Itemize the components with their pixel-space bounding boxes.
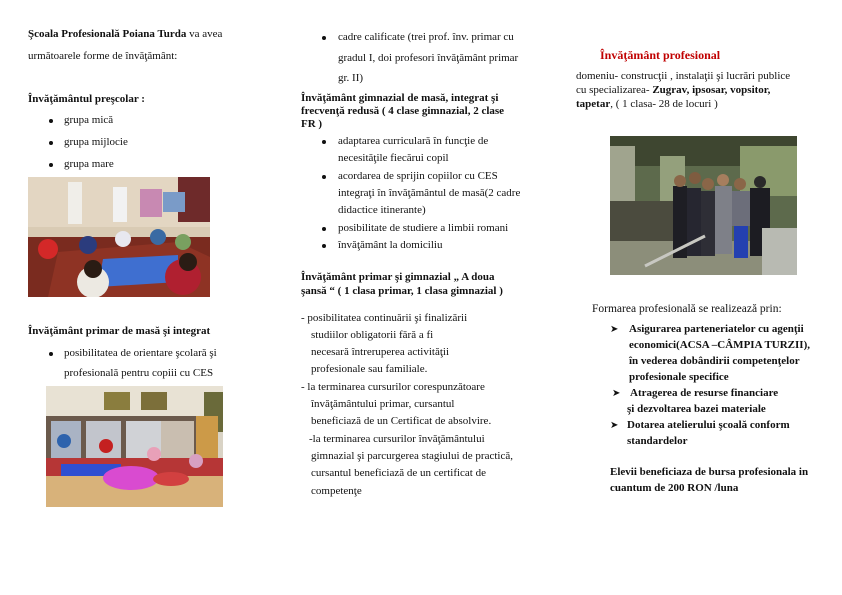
school-name: Şcoala Profesională Poiana Turda	[28, 28, 187, 40]
bullet-icon	[322, 244, 326, 248]
preschool-classroom-photo	[28, 177, 210, 297]
class-capacity: , ( 1 clasa- 28 de locuri )	[610, 98, 718, 110]
second-chance-line: necesară întreruperea activităţii	[311, 346, 450, 358]
training-item: Atragerea de resurse financiare	[630, 387, 779, 399]
intro-line-1	[28, 28, 222, 41]
second-chance-line: cursantul beneficiază de un certificat de	[311, 467, 486, 479]
preschool-item: grupa mijlocie	[64, 136, 128, 148]
second-chance-line: profesionale sau familiale.	[311, 363, 428, 375]
intro-rest: va avea	[186, 28, 223, 40]
domain-line-2	[576, 84, 770, 97]
primary-item-line-1: posibilitatea de orientare şcolară şi	[64, 347, 217, 359]
second-chance-line: competenţe	[311, 485, 362, 497]
gymnasium-item: acordarea de sprijin copiilor cu CES	[338, 170, 498, 182]
arrow-bullet-icon: ➤	[612, 388, 621, 399]
scholarship-line-2: cuantum de 200 RON /luna	[610, 482, 739, 494]
bullet-icon	[49, 163, 53, 167]
scholarship-line-1: Elevii beneficiaza de bursa profesionala in	[610, 466, 809, 478]
gymnasium-heading-line-2: frecvenţă redusă ( 4 clase gimnazial, 2 clase	[301, 105, 505, 117]
primary-heading: Învăţământ primar de masă şi integrat	[28, 325, 211, 337]
bullet-icon	[322, 36, 326, 40]
training-item: şi dezvoltarea bazei materiale	[627, 403, 766, 415]
library-classroom-photo	[46, 386, 223, 507]
training-item: Asigurarea parteneriatelor cu agenţii	[629, 323, 804, 335]
arrow-bullet-icon: ➤	[610, 324, 619, 335]
second-chance-line: studiilor obligatorii fără a fi	[311, 329, 434, 341]
second-chance-line: -la terminarea cursurilor învăţământului	[309, 433, 485, 445]
specialization-tapetar: tapetar	[576, 98, 611, 110]
domain-line-3	[576, 98, 718, 111]
preschool-heading: Învăţământul preşcolar :	[28, 93, 145, 105]
workshop-students-photo	[610, 136, 797, 275]
domain-prefix: cu specializarea-	[576, 84, 653, 96]
staff-item-line-1: cadre calificate (trei prof. înv. primar cu	[338, 31, 514, 43]
second-chance-line: - la terminarea cursurilor corespunzătoare	[301, 381, 485, 393]
second-chance-line: gimnazial şi parcurgerea stagiului de practică,	[311, 450, 513, 462]
gymnasium-item: necesităţile fiecărui copil	[338, 152, 449, 164]
preschool-item: grupa mare	[64, 158, 114, 170]
bullet-icon	[49, 352, 53, 356]
arrow-bullet-icon: ➤	[610, 420, 619, 431]
bullet-icon	[322, 227, 326, 231]
gymnasium-item: posibilitate de studiere a limbii romani	[338, 222, 509, 234]
intro-line-2: următoarele forme de învăţământ:	[28, 50, 178, 62]
training-item: economici(ACSA –CÂMPIA TURZII),	[629, 339, 810, 351]
bullet-icon	[322, 175, 326, 179]
gymnasium-item: integraţi în învăţământul de masă(2 cadre	[338, 187, 521, 199]
gymnasium-item: didactice itinerante)	[338, 204, 426, 216]
preschool-item: grupa mică	[64, 114, 114, 126]
training-item: profesionale specifice	[629, 371, 729, 383]
gymnasium-heading-line-1: Învăţământ gimnazial de masă, integrat şi	[301, 92, 499, 104]
gymnasium-heading-line-3: FR )	[301, 118, 323, 130]
staff-item-line-2: gradul I, doi profesori învăţământ primar	[338, 52, 519, 64]
bullet-icon	[322, 140, 326, 144]
training-intro: Formarea profesională se realizează prin:	[592, 303, 782, 315]
bullet-icon	[49, 119, 53, 123]
second-chance-line: - posibilitatea continuării şi finalizării	[301, 312, 468, 324]
second-chance-line: învăţământului primar, cursantul	[311, 398, 455, 410]
specializations: Zugrav, ipsosar, vopsitor,	[652, 84, 771, 96]
professional-title: Învăţământ profesional	[600, 48, 721, 62]
training-item: standardelor	[627, 435, 688, 447]
domain-line-1: domeniu- construcţii , instalaţii şi lucrări publice	[576, 70, 791, 82]
gymnasium-item: adaptarea curriculară în funcţie de	[338, 135, 489, 147]
bullet-icon	[49, 141, 53, 145]
training-item: Dotarea atelierului şcoală conform	[627, 419, 790, 431]
second-chance-line: beneficiază de un Certificat de absolvire.	[311, 415, 492, 427]
primary-item-line-2: profesională pentru copiii cu CES	[64, 367, 214, 379]
second-chance-heading-line-1: Învăţământ primar şi gimnazial „ A doua	[301, 271, 495, 283]
training-item: în vederea dobândirii competenţelor	[629, 355, 800, 367]
second-chance-heading-line-2: şansă “ ( 1 clasa primar, 1 clasa gimnazial )	[301, 285, 503, 297]
gymnasium-item: învăţământ la domiciliu	[338, 239, 443, 251]
staff-item-line-3: gr. II)	[338, 72, 364, 84]
